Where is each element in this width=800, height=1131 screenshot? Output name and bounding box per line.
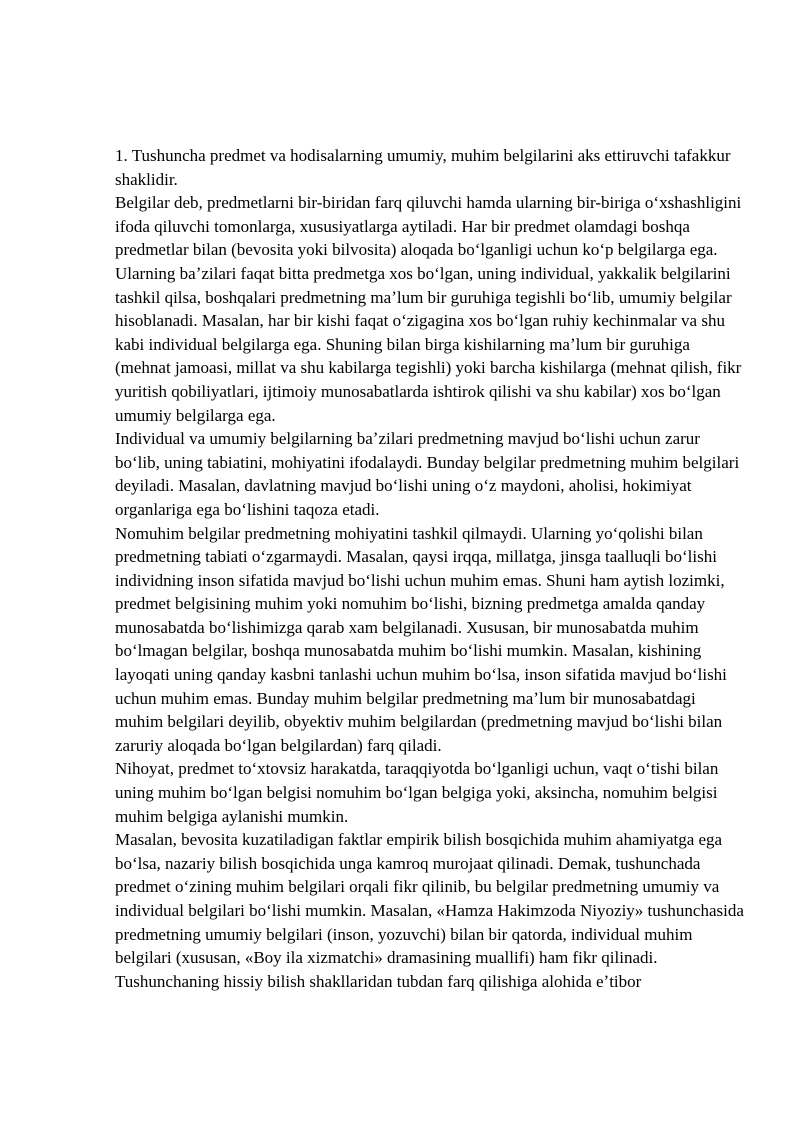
paragraph: Nihoyat, predmet toʻxtovsiz harakatda, taraqqiyotda boʻlganligi uchun, vaqt oʻtishi bilan uning muhim boʻlgan belgisi nomuhim boʻlgan belgiga yoki, aksincha, nomuhim belgisi muhim belgiga aylanishi mumkin. <box>115 759 719 826</box>
paragraph: Tushunchaning hissiy bilish shakllaridan tubdan farq qilishiga alohida eʼtibor <box>115 971 642 991</box>
document-page <box>115 144 745 993</box>
paragraph: Masalan, bevosita kuzatiladigan faktlar empirik bilish bosqichida muhim ahamiyatga ega boʻlsa, nazariy bilish bosqichida unga kamroq murojaat qilinadi. Demak, tushunchada predmet oʻzining muhim belgilari orqali fikr qilinib, bu belgilar predmetning umumiy va individual belgilari boʻlishi mumkin. Masalan, «Hamza Hakimzoda Niyoziy» tushunchasida predmetning umumiy belgilari (inson, yozuvchi) bilan bir qatorda, individual muhim belgilari (xususan, «Boy ila xizmatchi» dramasining muallifi) ham fikr qilinadi. <box>115 830 744 968</box>
paragraph: Individual va umumiy belgilarning baʼzilari predmetning mavjud boʻlishi uchun zarur boʻlib, uning tabiatini, mohiyatini ifodalaydi. Bunday belgilar predmetning muhim belgilari deyiladi. Masalan, davlatning mavjud boʻlishi uning oʻz maydoni, aholisi, hokimiyat organlariga ega boʻlishini taqoza etadi. <box>115 429 740 519</box>
paragraph: 1. Tushuncha predmet va hodisalarning umumiy, muhim belgilarini aks ettiruvchi tafakkur shaklidir. <box>115 146 731 189</box>
paragraph: Nomuhim belgilar predmetning mohiyatini tashkil qilmaydi. Ularning yoʻqolishi bilan predmetning tabiati oʻzgarmaydi. Masalan, qaysi irqqa, millatga, jinsga taalluqli boʻlishi individning inson sifatida mavjud boʻlishi uchun muhim emas. Shuni ham aytish lozimki, predmet belgisining muhim yoki nomuhim boʻlishi, bizning predmetga amalda qanday munosabatda boʻlishimizga qarab xam belgilanadi. Xususan, bir munosabatda muhim boʻlmagan belgilar, boshqa munosabatda muhim boʻlishi mumkin. Masalan, kishining layoqati uning qanday kasbni tanlashi uchun muhim boʻlsa, inson sifatida mavjud boʻlishi uchun muhim emas. Bunday muhim belgilar predmetning maʼlum bir munosabatdagi muhim belgilari deyilib, obyektiv muhim belgilardan (predmetning mavjud boʻlishi bilan zaruriy aloqada boʻlgan belgilardan) farq qiladi. <box>115 523 727 755</box>
paragraph: Belgilar deb, predmetlarni bir-biridan farq qiluvchi hamda ularning bir-biriga oʻxshashligini ifoda qiluvchi tomonlarga, xususiyatlarga aytiladi. Har bir predmet olamdagi boshqa predmetlar bilan (bevosita yoki bilvosita) aloqada boʻlganligi uchun koʻp belgilarga ega. Ularning baʼzilari faqat bitta predmetga xos boʻlgan, uning individual, yakkalik belgilarini tashkil qilsa, boshqalari predmetning maʼlum bir guruhiga tegishli boʻlib, umumiy belgilar hisoblanadi. Masalan, har bir kishi faqat oʻzigagina xos boʻlgan ruhiy kechinmalar va shu kabi individual belgilarga ega. Shuning bilan birga kishilarning maʼlum bir guruhiga (mehnat jamoasi, millat va shu kabilarga tegishli) yoki barcha kishilarga (mehnat qilish, fikr yuritish qobiliyatlari, ijtimoiy munosabatlarda ishtirok qilishi va shu kabilar) xos boʻlgan umumiy belgilarga ega. <box>115 193 742 425</box>
